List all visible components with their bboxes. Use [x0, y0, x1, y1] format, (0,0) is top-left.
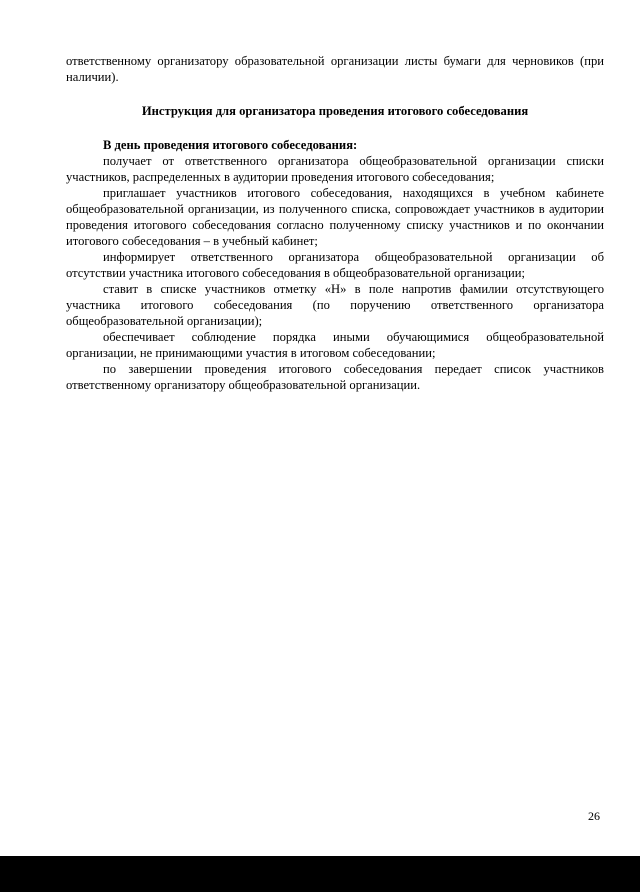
instruction-paragraph: по завершении проведения итогового собеседования передает список участников ответственному организатору общеобразовательной организации.	[66, 362, 604, 392]
instruction-paragraph: приглашает участников итогового собеседования, находящихся в учебном кабинете общеобразовательной организации, из полученного списка, сопровождает участников в аудитории проведения итогового собеседования согласно полученному списку участников и по окончании итогового собеседования – в учебный кабинет;	[66, 186, 604, 248]
scan-border-bar	[0, 856, 640, 892]
document-body	[66, 53, 604, 393]
section-heading: Инструкция для организатора проведения итогового собеседования	[141, 104, 529, 118]
instruction-paragraph: обеспечивает соблюдение порядка иными обучающимися общеобразовательной организации, не принимающими участия в итоговом собеседовании;	[66, 330, 604, 360]
instruction-paragraph: получает от ответственного организатора общеобразовательной организации списки участников, распределенных в аудитории проведения итогового собеседования;	[66, 154, 604, 184]
page-number: 26	[588, 809, 600, 823]
section-subheading: В день проведения итогового собеседования:	[103, 138, 358, 152]
instruction-paragraph: информирует ответственного организатора общеобразовательной организации об отсутствии участника итогового собеседования в общеобразовательной организации;	[66, 250, 604, 280]
instruction-paragraph: ставит в списке участников отметку «Н» в поле напротив фамилии отсутствующего участника итогового собеседования (по поручению ответственного организатора общеобразовательной организации);	[66, 282, 604, 328]
intro-paragraph: ответственному организатору образовательной организации листы бумаги для черновиков (при наличии).	[66, 54, 604, 84]
